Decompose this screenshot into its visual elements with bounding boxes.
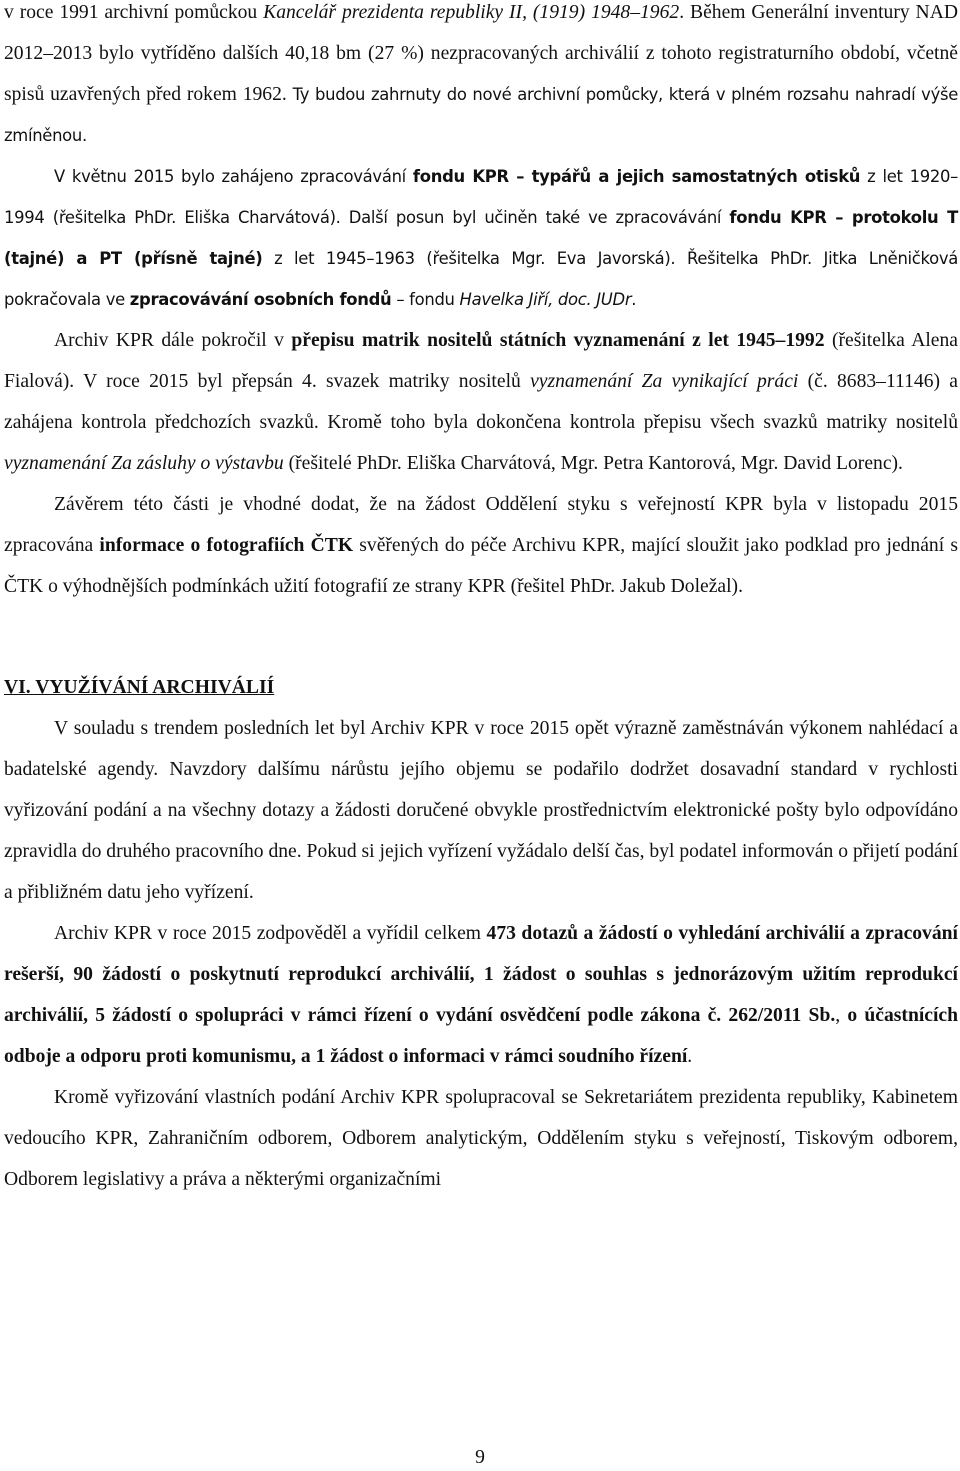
text-run: z let 1945–1963 (řešitelka Mgr. Eva Javorská). Řešitelka PhDr. Jitka Lněničková pokračovala ve bbox=[4, 249, 958, 309]
document-page bbox=[4, 0, 958, 1200]
section-spacer bbox=[4, 607, 958, 667]
italic-fund-name: Havelka Jiří, doc. JUDr bbox=[459, 290, 632, 309]
paragraph-statistics bbox=[4, 913, 958, 1077]
bold-ctk-information: informace o fotografiích ČTK bbox=[99, 535, 354, 556]
text-run: . bbox=[631, 290, 637, 309]
paragraph-usage: V souladu s trendem posledních let byl Archiv KPR v roce 2015 opět výrazně zaměstnáván výkonem nahlédací a badatelské agendy. Navzdory dalšímu nárůstu jejího objemu se podařilo dodržet dosavadní standard v rychlosti vyřizování podání a na všechny dotazy a žádosti doručené obvykle prostřednictvím elektronické pošty bylo odpovídáno zpravidla do druhého pracovního dne. Pokud si jejich vyřízení vyžádalo delší čas, byl podatel informován o přijetí podání a přibližném datu jeho vyřízení. bbox=[4, 718, 958, 903]
bold-request-counts-cont: o účastnících odboje a odporu proti komunismu, a 1 žádost o informaci v rámci soudního řízení bbox=[4, 1005, 959, 1067]
archive-aid-title: Kancelář prezidenta republiky II, (1919) 1948–1962 bbox=[263, 2, 680, 23]
text-run: . bbox=[687, 1046, 693, 1067]
text-run: – fondu bbox=[391, 290, 460, 309]
bold-fund-seals: fondu KPR – typářů a jejich samostatných otisků bbox=[412, 167, 861, 186]
bold-personal-funds: zpracovávání osobních fondů bbox=[129, 290, 392, 309]
text-run: Závěrem této části je vhodné dodat, že na žádost Oddělení styku s veřejností KPR byla v listopadu 2015 zpracována bbox=[4, 494, 958, 556]
page-number: 9 bbox=[475, 1447, 485, 1468]
text-run: Ty budou zahrnuty do nové archivní pomůcky, která v plném rozsahu nahradí výše zmíněnou. bbox=[4, 85, 958, 145]
text-run: v roce 1991 archivní pomůckou bbox=[4, 2, 264, 23]
section-heading: VI. VYUŽÍVÁNÍ ARCHIVÁLIÍ bbox=[4, 677, 275, 698]
paragraph-cooperation: Kromě vyřizování vlastních podání Archiv KPR spolupracoval se Sekretariátem prezidenta republiky, Kabinetem vedoucího KPR, Zahraničním odborem, Odborem analytickým, Oddělením styku s veřejností, Tiskovým odborem, Odborem legislativy a práva a některými organizačními bbox=[4, 1087, 958, 1190]
bold-fund-protocol: fondu KPR – protokolu T (tajné) a PT (přísně tajné) bbox=[4, 208, 958, 268]
italic-award-name: vyznamenání Za zásluhy o výstavbu bbox=[4, 453, 284, 474]
text-run: . Během Generální inventury NAD 2012–2013 bylo vytříděno dalších 40,18 bm (27 %) nezpracovaných archiválií z tohoto registraturního období, včetně spisů uzavřených před rokem 1962. bbox=[4, 2, 959, 105]
bold-registers-transcription: přepisu matrik nositelů státních vyznamenání z let 1945–1992 bbox=[291, 330, 825, 351]
text-run: (řešitelka Alena Fialová). V roce 2015 byl přepsán 4. svazek matriky nositelů bbox=[4, 330, 958, 392]
text-run: (řešitelé PhDr. Eliška Charvátová, Mgr. Petra Kantorová, Mgr. David Lorenc). bbox=[283, 453, 903, 474]
text-run: , bbox=[835, 1005, 848, 1026]
paragraph-ctk-photos bbox=[4, 484, 958, 607]
paragraph-processing bbox=[4, 156, 958, 320]
paragraph-fond-kpr-registry bbox=[4, 0, 958, 156]
bold-request-counts: 473 dotazů a žádostí o vyhledání archiválií a zpracování rešerší, 90 žádostí o poskytnutí reprodukcí archiválií, 1 žádost o souhlas s jednorázovým užitím reprodukcí archiválií, 5 žádostí o spolupráci v rámci řízení o vydání osvědčení podle zákona č. 262/2011 Sb. bbox=[4, 923, 958, 1026]
italic-award-name: vyznamenání Za vynikající práci bbox=[530, 371, 799, 392]
text-run: (č. 8683–11146) a zahájena kontrola předchozích svazků. Kromě toho byla dokončena kontrola přepisu všech svazků matriky nositelů bbox=[4, 371, 958, 433]
text-run: V květnu 2015 bylo zahájeno zpracovávání bbox=[54, 167, 413, 186]
text-run: svěřených do péče Archivu KPR, mající sloužit jako podklad pro jednání s ČTK o výhodnějších podmínkách užití fotografií ze strany KPR (řešitel PhDr. Jakub Doležal). bbox=[4, 535, 958, 597]
text-run: Archiv KPR dále pokročil v bbox=[54, 330, 292, 351]
text-run: Archiv KPR v roce 2015 zodpověděl a vyřídil celkem bbox=[54, 923, 487, 944]
paragraph-registers bbox=[4, 320, 958, 484]
text-run: z let 1920–1994 (řešitelka PhDr. Eliška Charvátová). Další posun byl učiněn také ve zpracovávání bbox=[4, 167, 959, 227]
